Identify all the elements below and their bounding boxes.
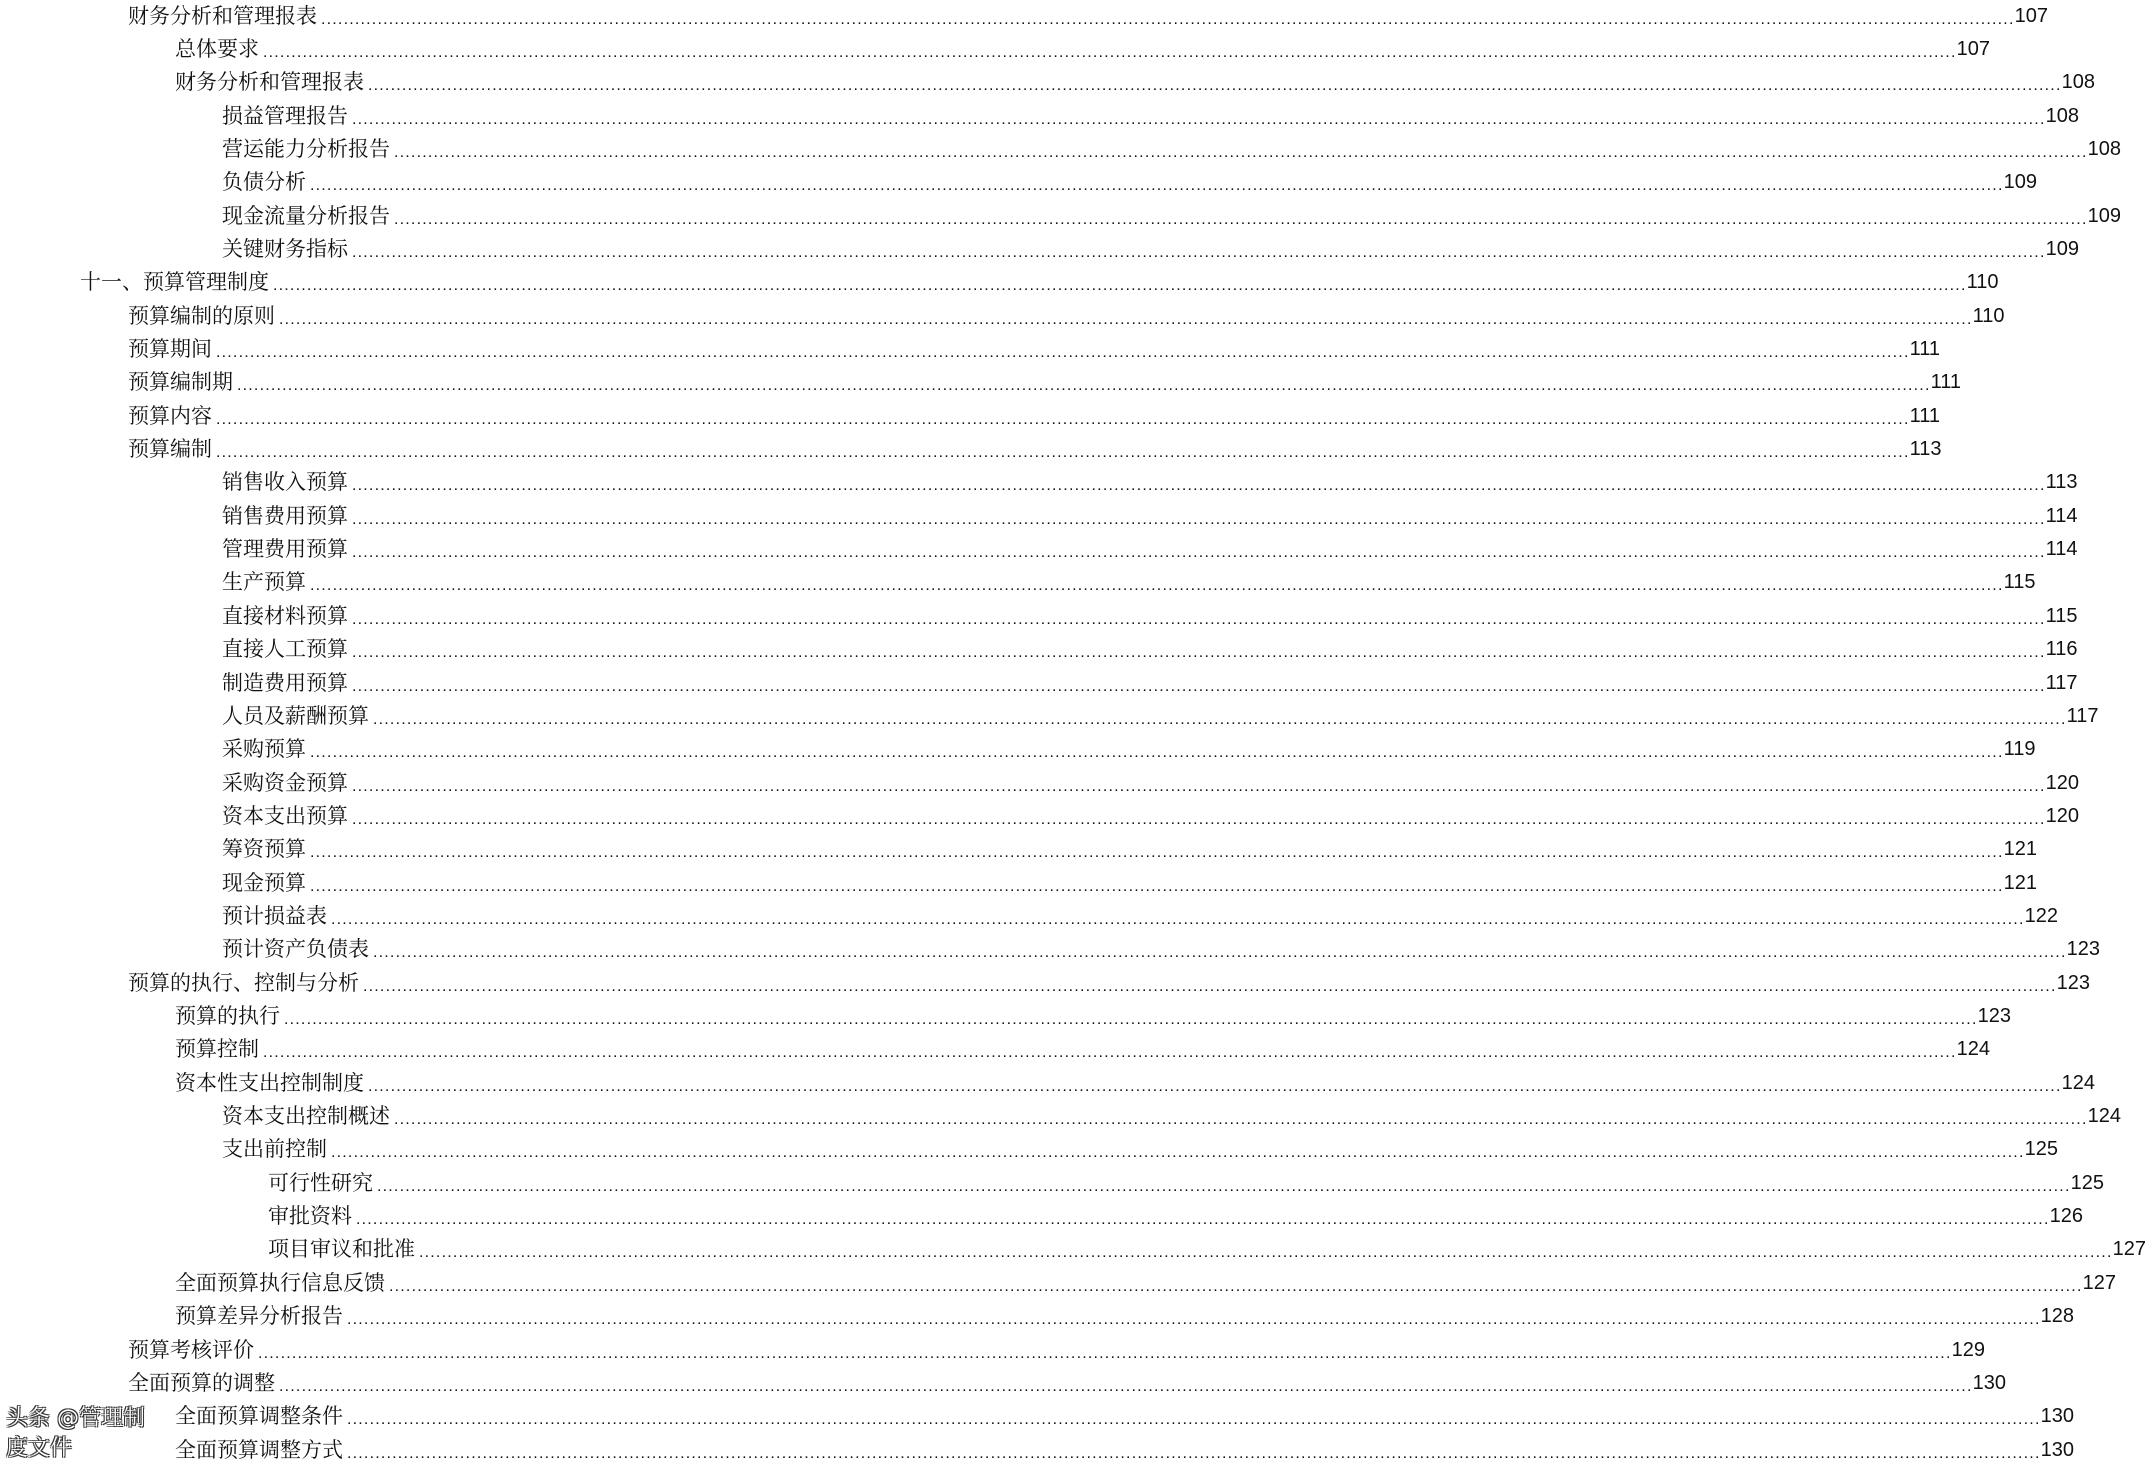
toc-entry[interactable]	[80, 266, 1999, 299]
leader-dots: ............................................................................................................................................................................................................................................................................................................	[321, 10, 2015, 28]
toc-entry-page: 127	[2082, 1271, 2116, 1294]
toc-entry-page: 111	[1909, 404, 1940, 427]
toc-entry[interactable]	[128, 967, 2090, 1000]
leader-dots: ............................................................................................................................................................................................................................................................................................................	[394, 143, 2088, 161]
leader-dots: ............................................................................................................................................................................................................................................................................................................	[389, 1277, 2083, 1295]
toc-entry[interactable]	[268, 1200, 2083, 1233]
toc-entry-page: 121	[2003, 838, 2037, 861]
toc-entry-title: 资本支出预算	[222, 803, 348, 828]
leader-dots: ............................................................................................................................................................................................................................................................................................................	[373, 944, 2067, 962]
toc-entry-page: 114	[2045, 504, 2078, 527]
toc-entry-title: 预算编制	[128, 437, 212, 462]
toc-entry[interactable]	[222, 500, 2078, 533]
toc-entry[interactable]	[128, 433, 1942, 466]
leader-dots: ............................................................................................................................................................................................................................................................................................................	[279, 310, 1973, 328]
toc-entry[interactable]	[175, 1267, 2116, 1300]
toc-entry-title: 全面预算的调整	[128, 1370, 275, 1395]
leader-dots: ............................................................................................................................................................................................................................................................................................................	[368, 77, 2062, 95]
toc-entry-page: 126	[2049, 1205, 2083, 1228]
toc-entry[interactable]	[222, 633, 2078, 666]
toc-entry-title: 项目审议和批准	[268, 1237, 415, 1262]
toc-entry-page: 124	[2061, 1071, 2095, 1094]
leader-dots: ............................................................................................................................................................................................................................................................................................................	[352, 677, 2046, 695]
leader-dots: ............................................................................................................................................................................................................................................................................................................	[237, 377, 1931, 395]
toc-entry-title: 现金预算	[222, 870, 306, 895]
toc-entry-title: 总体要求	[175, 36, 259, 61]
leader-dots: ............................................................................................................................................................................................................................................................................................................	[352, 477, 2046, 495]
leader-dots: ............................................................................................................................................................................................................................................................................................................	[352, 610, 2046, 628]
toc-entry-page: 128	[2040, 1305, 2074, 1328]
toc-entry[interactable]	[128, 333, 1940, 366]
leader-dots: ............................................................................................................................................................................................................................................................................................................	[419, 1244, 2113, 1262]
toc-entry[interactable]	[128, 0, 2048, 33]
toc-entry[interactable]	[222, 566, 2036, 599]
toc-entry[interactable]	[222, 1133, 2058, 1166]
toc-entry-title: 预计损益表	[222, 903, 327, 928]
toc-entry-page: 117	[2066, 704, 2099, 727]
toc-entry-title: 负债分析	[222, 170, 306, 195]
toc-entry[interactable]	[222, 800, 2079, 833]
toc-entry-page: 111	[1909, 338, 1940, 360]
toc-entry[interactable]	[128, 300, 2005, 333]
leader-dots: ............................................................................................................................................................................................................................................................................................................	[368, 1077, 2062, 1095]
toc-entry-page: 107	[1956, 37, 1990, 60]
toc-entry[interactable]	[175, 1400, 2074, 1433]
toc-entry-title: 预算考核评价	[128, 1337, 254, 1362]
toc-entry-title: 生产预算	[222, 570, 306, 595]
toc-entry-title: 预算编制期	[128, 370, 233, 395]
toc-entry[interactable]	[222, 233, 2079, 266]
leader-dots: ............................................................................................................................................................................................................................................................................................................	[352, 810, 2046, 828]
toc-entry-page: 113	[1909, 438, 1942, 461]
toc-entry-title: 预算的执行	[175, 1004, 280, 1028]
toc-entry[interactable]	[175, 1300, 2074, 1333]
toc-entry-title: 财务分析和管理报表	[128, 3, 317, 28]
toc-entry-page: 115	[2045, 604, 2078, 627]
toc-entry[interactable]	[222, 1100, 2121, 1133]
toc-entry-title: 预算内容	[128, 403, 212, 428]
toc-entry-page: 109	[2003, 171, 2037, 194]
toc-entry-page: 129	[1951, 1338, 1985, 1361]
toc-entry-page: 130	[1972, 1371, 2006, 1394]
toc-entry-page: 119	[2003, 738, 2036, 761]
toc-entry-page: 108	[2087, 137, 2121, 160]
leader-dots: ............................................................................................................................................................................................................................................................................................................	[394, 1111, 2088, 1129]
toc-entry-page: 120	[2045, 804, 2079, 827]
toc-entry[interactable]	[222, 133, 2121, 166]
toc-entry-page: 130	[2040, 1405, 2074, 1428]
leader-dots: ............................................................................................................................................................................................................................................................................................................	[310, 877, 2004, 895]
toc-entry[interactable]	[128, 1334, 1985, 1367]
toc-entry[interactable]	[268, 1233, 2146, 1266]
toc-entry[interactable]	[222, 933, 2100, 966]
toc-entry-page: 124	[1956, 1038, 1990, 1061]
leader-dots: ............................................................................................................................................................................................................................................................................................................	[216, 444, 1910, 462]
toc-entry[interactable]	[175, 1067, 2095, 1100]
toc-entry-title: 预算编制的原则	[128, 303, 275, 328]
leader-dots: ............................................................................................................................................................................................................................................................................................................	[258, 1344, 1952, 1362]
toc-entry-page: 117	[2045, 671, 2078, 694]
leader-dots: ............................................................................................................................................................................................................................................................................................................	[273, 277, 1967, 295]
toc-entry-title: 筹资预算	[222, 837, 306, 862]
toc-entry-title: 采购预算	[222, 737, 306, 762]
leader-dots: ............................................................................................................................................................................................................................................................................................................	[373, 710, 2067, 728]
toc-entry[interactable]	[175, 1033, 1990, 1066]
toc-entry[interactable]	[175, 33, 1990, 66]
toc-entry-title: 直接人工预算	[222, 637, 348, 662]
toc-entry-page: 108	[2061, 71, 2095, 94]
toc-entry-page: 124	[2087, 1105, 2121, 1128]
toc-entry-page: 113	[2045, 471, 2078, 494]
toc-entry[interactable]	[222, 833, 2037, 866]
toc-entry-page: 130	[2040, 1438, 2074, 1461]
toc-entry-title: 预算的执行、控制与分析	[128, 970, 359, 995]
toc-entry-title: 资本支出控制概述	[222, 1104, 390, 1129]
leader-dots: ............................................................................................................................................................................................................................................................................................................	[352, 644, 2046, 662]
toc-entry[interactable]	[222, 667, 2078, 700]
toc-entry[interactable]	[128, 400, 1940, 433]
toc-entry-page: 110	[1966, 271, 1999, 294]
toc-entry-title: 营运能力分析报告	[222, 136, 390, 161]
toc-entry-title: 直接材料预算	[222, 603, 348, 628]
toc-entry-page: 121	[2003, 871, 2037, 894]
toc-entry-page: 122	[2024, 904, 2058, 927]
toc-entry-page: 111	[1930, 371, 1961, 394]
toc-entry-page: 115	[2003, 571, 2036, 594]
leader-dots: ............................................................................................................................................................................................................................................................................................................	[331, 1144, 2025, 1162]
toc-entry-title: 损益管理报告	[222, 103, 348, 128]
toc-entry-page: 110	[1972, 304, 2005, 327]
toc-entry[interactable]	[222, 767, 2079, 800]
toc-entry-title: 制造费用预算	[222, 670, 348, 695]
leader-dots: ............................................................................................................................................................................................................................................................................................................	[394, 210, 2088, 228]
toc-entry-title: 预算控制	[175, 1037, 259, 1062]
toc-entry-page: 125	[2070, 1171, 2104, 1194]
toc-entry-title: 销售收入预算	[222, 470, 348, 495]
leader-dots: ............................................................................................................................................................................................................................................................................................................	[216, 344, 1910, 361]
toc-entry-page: 116	[2045, 638, 2078, 661]
toc-entry-title: 预算差异分析报告	[175, 1304, 343, 1329]
leader-dots: ............................................................................................................................................................................................................................................................................................................	[352, 110, 2046, 128]
toc-entry-page: 123	[2066, 938, 2100, 961]
toc-entry-title: 资本性支出控制制度	[175, 1070, 364, 1095]
toc-entry-page: 125	[2024, 1138, 2058, 1161]
leader-dots: ............................................................................................................................................................................................................................................................................................................	[363, 977, 2057, 995]
leader-dots: ............................................................................................................................................................................................................................................................................................................	[347, 1411, 2041, 1429]
watermark: 头条 @管理制度文件	[6, 1406, 145, 1461]
toc-entry[interactable]	[222, 600, 2078, 633]
leader-dots: ............................................................................................................................................................................................................................................................................................................	[216, 410, 1910, 428]
toc-entry-page: 127	[2112, 1238, 2146, 1261]
toc-entry-title: 十一、预算管理制度	[80, 270, 269, 295]
toc-entry-page: 107	[2014, 4, 2048, 27]
toc-entry-title: 现金流量分析报告	[222, 203, 390, 228]
toc-entry[interactable]	[222, 166, 2037, 199]
toc-entry-title: 财务分析和管理报表	[175, 70, 364, 95]
toc-entry[interactable]	[128, 366, 1961, 399]
toc-entry[interactable]	[222, 533, 2078, 566]
toc-entry-title: 关键财务指标	[222, 236, 348, 261]
toc-entry[interactable]	[268, 1167, 2104, 1200]
toc-entry-page: 120	[2045, 771, 2079, 794]
toc-entry-title: 审批资料	[268, 1204, 352, 1229]
leader-dots: ............................................................................................................................................................................................................................................................................................................	[352, 777, 2046, 795]
toc-entry[interactable]	[175, 1434, 2074, 1467]
toc-entry-title: 销售费用预算	[222, 503, 348, 528]
toc-entry[interactable]	[222, 867, 2037, 900]
leader-dots: ............................................................................................................................................................................................................................................................................................................	[377, 1177, 2071, 1195]
toc-entry-title: 支出前控制	[222, 1137, 327, 1162]
leader-dots: ............................................................................................................................................................................................................................................................................................................	[310, 744, 2004, 762]
toc-entry-title: 采购资金预算	[222, 770, 348, 795]
toc-entry-page: 123	[1977, 1005, 2011, 1027]
leader-dots: ............................................................................................................................................................................................................................................................................................................	[352, 243, 2046, 261]
leader-dots: ............................................................................................................................................................................................................................................................................................................	[263, 43, 1957, 61]
toc-entry[interactable]	[222, 100, 2079, 133]
leader-dots: ............................................................................................................................................................................................................................................................................................................	[352, 510, 2046, 528]
leader-dots: ............................................................................................................................................................................................................................................................................................................	[263, 1044, 1957, 1062]
leader-dots: ............................................................................................................................................................................................................................................................................................................	[352, 544, 2046, 562]
leader-dots: ............................................................................................................................................................................................................................................................................................................	[284, 1011, 1978, 1028]
toc-entry-title: 可行性研究	[268, 1170, 373, 1195]
leader-dots: ............................................................................................................................................................................................................................................................................................................	[310, 177, 2004, 195]
toc-entry[interactable]	[222, 200, 2121, 233]
toc-entry-title: 人员及薪酬预算	[222, 703, 369, 728]
toc-entry-title: 全面预算调整条件	[175, 1404, 343, 1429]
leader-dots: ............................................................................................................................................................................................................................................................................................................	[356, 1211, 2050, 1229]
toc-entry-title: 全面预算执行信息反馈	[175, 1270, 385, 1295]
toc-entry[interactable]	[222, 466, 2078, 499]
toc-entry-page: 109	[2087, 204, 2121, 227]
leader-dots: ............................................................................................................................................................................................................................................................................................................	[310, 844, 2004, 862]
toc-entry-page: 123	[2056, 971, 2090, 994]
toc-entry[interactable]	[222, 700, 2099, 733]
leader-dots: ............................................................................................................................................................................................................................................................................................................	[347, 1444, 2041, 1462]
toc-entry-title: 预计资产负债表	[222, 937, 369, 962]
toc-entry-title: 管理费用预算	[222, 537, 348, 562]
toc-entry[interactable]	[128, 1367, 2006, 1400]
toc-entry[interactable]	[222, 733, 2036, 766]
toc-entry-title: 预算期间	[128, 337, 212, 361]
leader-dots: ............................................................................................................................................................................................................................................................................................................	[310, 577, 2004, 595]
leader-dots: ............................................................................................................................................................................................................................................................................................................	[347, 1311, 2041, 1329]
leader-dots: ............................................................................................................................................................................................................................................................................................................	[279, 1377, 1973, 1395]
toc-entry-page: 108	[2045, 104, 2079, 127]
toc-entry-title: 全面预算调整方式	[175, 1437, 343, 1462]
toc-entry-page: 114	[2045, 538, 2078, 561]
toc-entry[interactable]	[222, 900, 2058, 933]
toc-entry[interactable]	[175, 1000, 2011, 1033]
toc-entry[interactable]	[175, 66, 2095, 99]
leader-dots: ............................................................................................................................................................................................................................................................................................................	[331, 910, 2025, 928]
toc-entry-page: 109	[2045, 237, 2079, 260]
